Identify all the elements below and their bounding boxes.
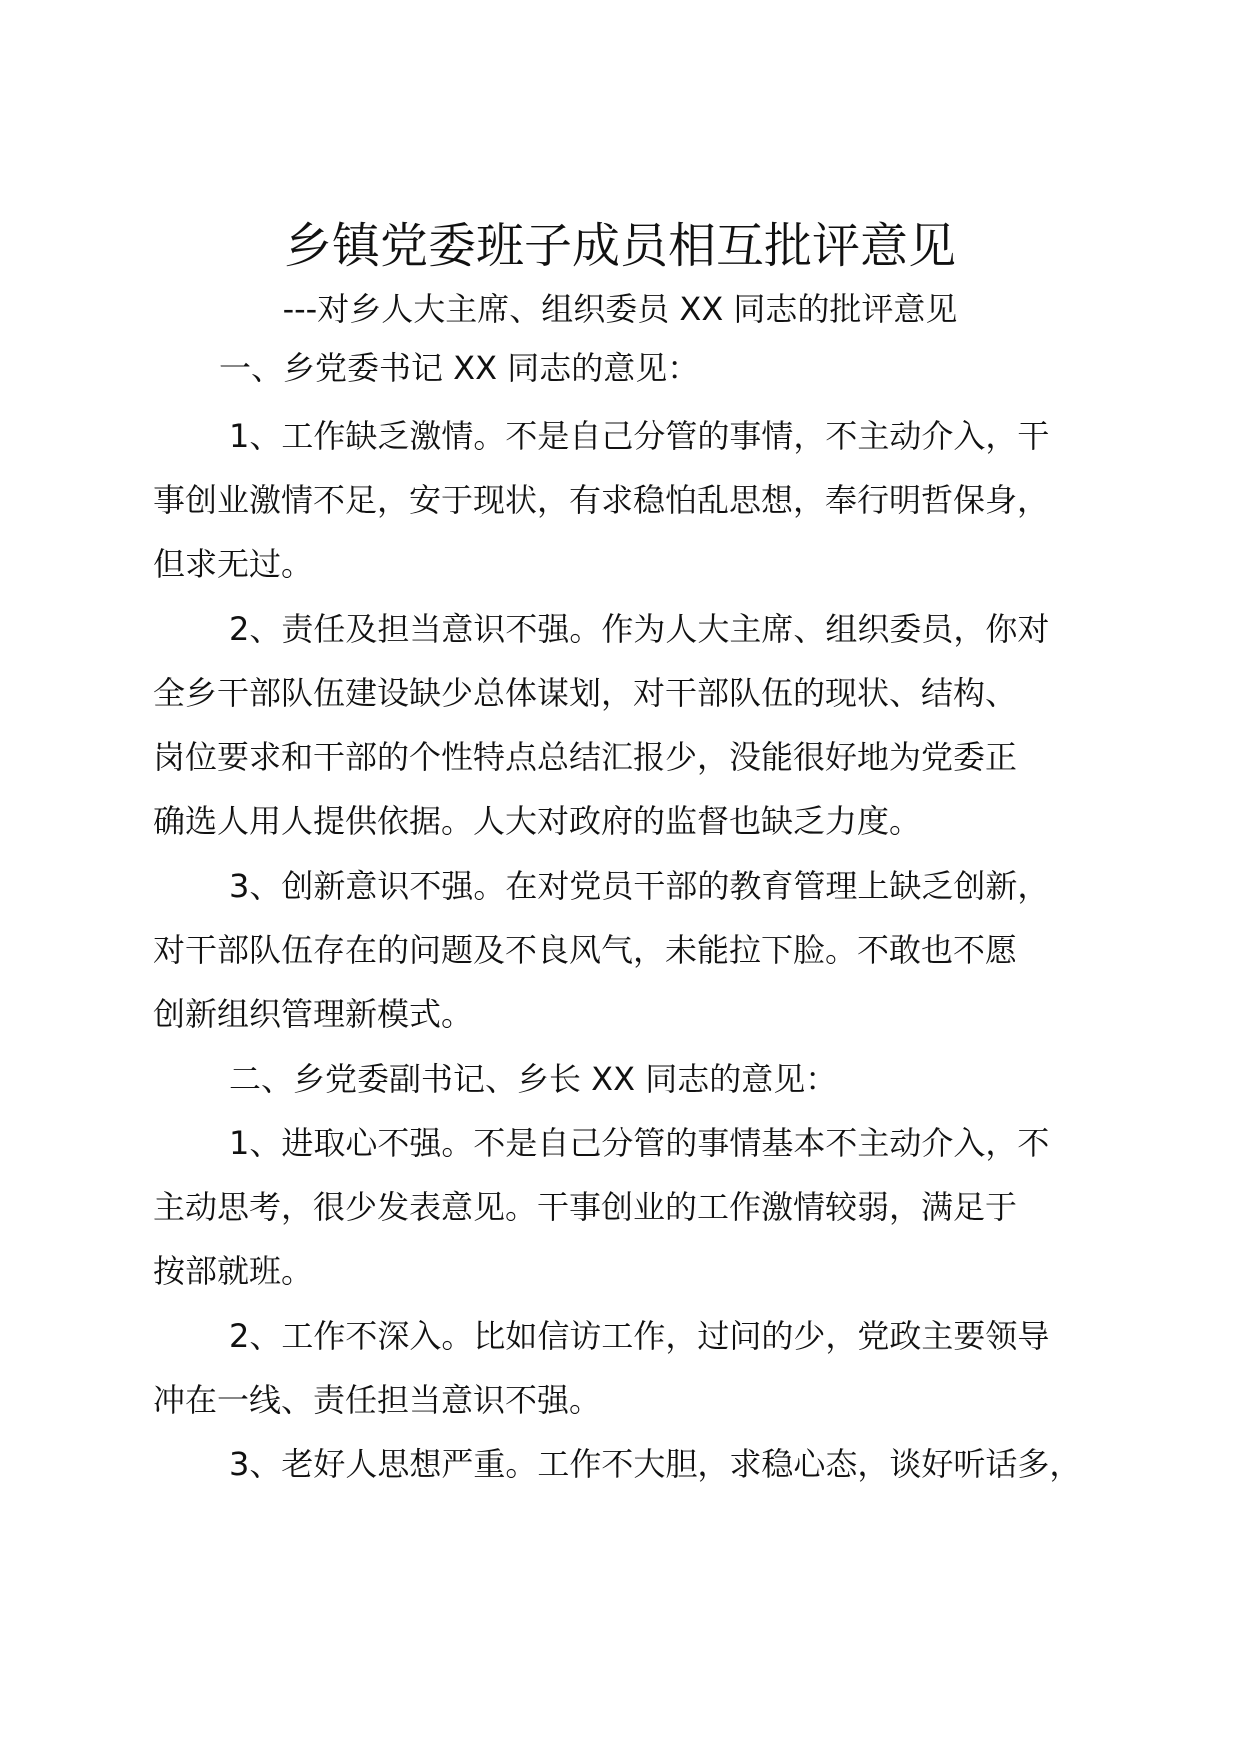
section-1-item-1-line-1: 1、工作缺乏激情。不是自己分管的事情，不主动介入，干	[229, 417, 1050, 455]
section-2-heading: 二、乡党委副书记、乡长 XX 同志的意见：	[229, 1060, 838, 1098]
section-1-item-2-line-1: 2、责任及担当意识不强。作为人大主席、组织委员，你对	[229, 610, 1050, 648]
section-1-item-3-line-3: 创新组织管理新模式。	[153, 995, 474, 1033]
section-1-item-2-line-3: 岗位要求和干部的个性特点总结汇报少，没能很好地为党委正	[153, 738, 1018, 776]
section-2-item-1-line-1: 1、进取心不强。不是自己分管的事情基本不主动介入，不	[229, 1124, 1050, 1162]
section-2-item-2-line-2: 冲在一线、责任担当意识不强。	[153, 1381, 602, 1419]
section-2-item-2-line-1: 2、工作不深入。比如信访工作，过问的少，党政主要领导	[229, 1317, 1050, 1355]
section-1-item-3-line-1: 3、创新意识不强。在对党员干部的教育管理上缺乏创新，	[229, 867, 1050, 905]
section-1-item-1-line-3: 但求无过。	[153, 545, 314, 583]
section-1-item-2-line-4: 确选人用人提供依据。人大对政府的监督也缺乏力度。	[153, 802, 922, 840]
section-1-item-1-line-2: 事创业激情不足，安于现状，有求稳怕乱思想，奉行明哲保身，	[153, 481, 1050, 519]
section-1-item-3-line-2: 对干部队伍存在的问题及不良风气，未能拉下脸。不敢也不愿	[153, 931, 1018, 969]
section-2-item-3-line-1: 3、老好人思想严重。工作不大胆，求稳心态，谈好听话多，	[229, 1445, 1082, 1483]
document-title: 乡镇党委班子成员相互批评意见	[283, 218, 956, 274]
section-1-heading: 一、乡党委书记 XX 同志的意见：	[219, 349, 700, 387]
section-2-item-1-line-2: 主动思考，很少发表意见。干事创业的工作激情较弱，满足于	[153, 1188, 1018, 1226]
section-1-item-2-line-2: 全乡干部队伍建设缺少总体谋划，对干部队伍的现状、结构、	[153, 674, 1018, 712]
section-2-item-1-line-3: 按部就班。	[153, 1252, 314, 1290]
document-subtitle: ---对乡人大主席、组织委员 XX 同志的批评意见	[282, 290, 958, 328]
